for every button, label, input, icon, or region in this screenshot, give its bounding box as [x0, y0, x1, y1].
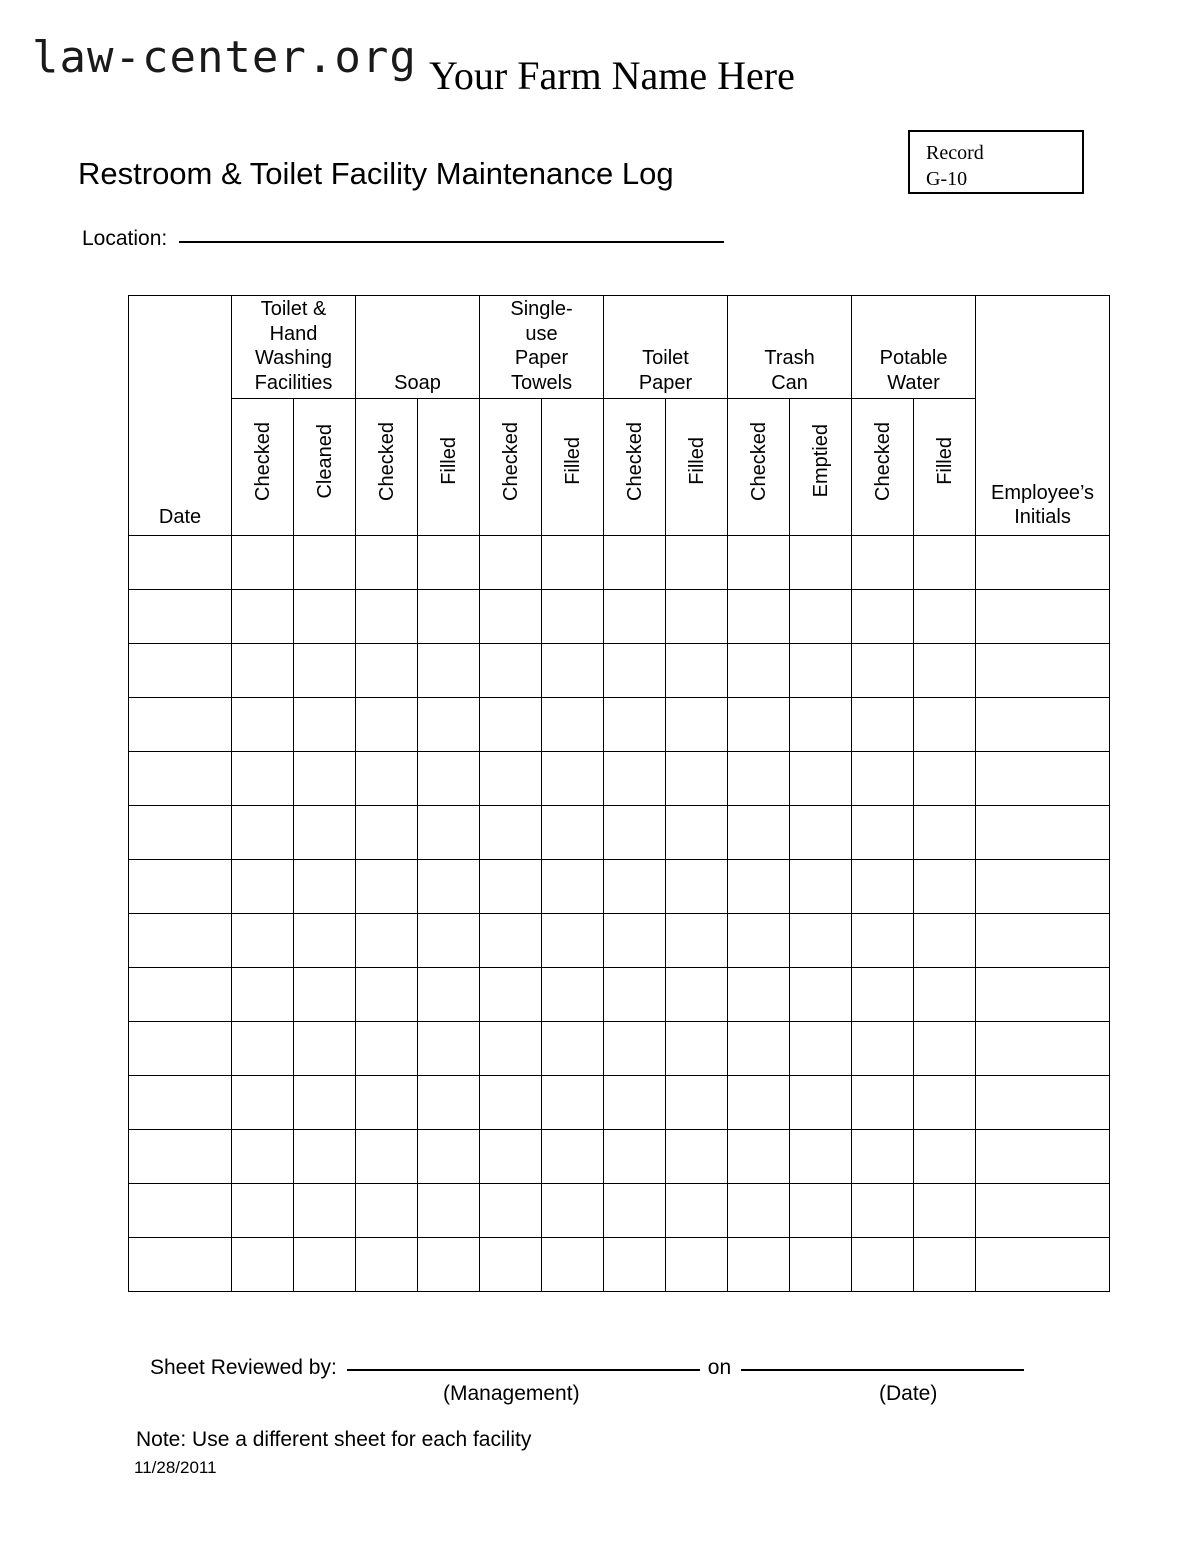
rotated-label: Filled: [561, 437, 584, 485]
cell-check[interactable]: [542, 968, 604, 1022]
sub-column-header: [232, 399, 294, 536]
rotated-label: Checked: [871, 421, 894, 501]
group-label-line: Toilet: [642, 347, 689, 370]
cell-date[interactable]: [129, 1022, 232, 1076]
location-field: [82, 227, 724, 251]
review-date-rule[interactable]: [741, 1368, 1024, 1371]
cell-check[interactable]: [418, 1022, 480, 1076]
cell-check[interactable]: [232, 1076, 294, 1130]
cell-initials[interactable]: [976, 1130, 1110, 1184]
cell-check[interactable]: [294, 860, 356, 914]
cell-check[interactable]: [914, 752, 976, 806]
cell-check[interactable]: [666, 914, 728, 968]
cell-check[interactable]: [728, 644, 790, 698]
maintenance-log-table: [128, 295, 1110, 1292]
group-label-line: Soap: [394, 371, 441, 394]
cell-check[interactable]: [418, 644, 480, 698]
cell-check[interactable]: [914, 1130, 976, 1184]
cell-check[interactable]: [914, 1184, 976, 1238]
cell-initials[interactable]: [976, 806, 1110, 860]
cell-check[interactable]: [604, 536, 666, 590]
footer-note: Note: Use a different sheet for each facility: [136, 1428, 532, 1451]
group-label-line: Facilities: [254, 371, 333, 394]
cell-date[interactable]: [129, 860, 232, 914]
sub-column-header: [356, 399, 418, 536]
cell-check[interactable]: [852, 860, 914, 914]
rotated-label: Filled: [933, 437, 956, 485]
table-head: [129, 296, 1110, 536]
cell-check[interactable]: [294, 752, 356, 806]
table-row: [129, 1130, 1110, 1184]
cell-date[interactable]: [129, 1076, 232, 1130]
cell-check[interactable]: [852, 1076, 914, 1130]
cell-check[interactable]: [418, 1238, 480, 1292]
cell-check[interactable]: [604, 1184, 666, 1238]
cell-check[interactable]: [604, 860, 666, 914]
cell-check[interactable]: [790, 644, 852, 698]
cell-check[interactable]: [356, 536, 418, 590]
cell-check[interactable]: [542, 752, 604, 806]
cell-check[interactable]: [666, 644, 728, 698]
cell-date[interactable]: [129, 698, 232, 752]
rotated-label: Cleaned: [313, 423, 336, 499]
cell-initials[interactable]: [976, 698, 1110, 752]
cell-check[interactable]: [852, 1022, 914, 1076]
sub-column-header: [914, 399, 976, 536]
cell-check[interactable]: [790, 536, 852, 590]
cell-check[interactable]: [604, 1238, 666, 1292]
revision-date: 11/28/2011: [134, 1458, 217, 1477]
group-header-toilet-hand-washing: [232, 296, 356, 399]
cell-check[interactable]: [542, 1130, 604, 1184]
table-row: [129, 968, 1110, 1022]
sub-column-header: [294, 399, 356, 536]
cell-check[interactable]: [852, 914, 914, 968]
cell-check[interactable]: [480, 914, 542, 968]
cell-check[interactable]: [294, 1184, 356, 1238]
cell-check[interactable]: [604, 644, 666, 698]
site-watermark: law-center.org: [32, 32, 417, 83]
cell-check[interactable]: [294, 914, 356, 968]
sub-header-row: [129, 399, 1110, 536]
cell-check[interactable]: [356, 698, 418, 752]
cell-check[interactable]: [666, 698, 728, 752]
group-label-line: Hand: [269, 322, 318, 345]
cell-check[interactable]: [914, 806, 976, 860]
cell-check[interactable]: [356, 914, 418, 968]
table-row: [129, 698, 1110, 752]
management-signature-rule[interactable]: [347, 1368, 700, 1371]
sub-column-header: [728, 399, 790, 536]
cell-check[interactable]: [356, 1238, 418, 1292]
cell-check[interactable]: [790, 1022, 852, 1076]
date-caption: (Date): [879, 1382, 938, 1405]
cell-check[interactable]: [790, 1076, 852, 1130]
cell-check[interactable]: [356, 968, 418, 1022]
table-row: [129, 1184, 1110, 1238]
sub-column-header: [480, 399, 542, 536]
cell-date[interactable]: [129, 644, 232, 698]
cell-date[interactable]: [129, 1130, 232, 1184]
management-caption: (Management): [443, 1382, 580, 1405]
table-row: [129, 860, 1110, 914]
sub-column-header: [852, 399, 914, 536]
initials-label-line: Initials: [1014, 506, 1071, 528]
cell-check[interactable]: [666, 1238, 728, 1292]
group-label-line: Paper: [638, 371, 693, 394]
cell-check[interactable]: [356, 806, 418, 860]
sub-column-header: [666, 399, 728, 536]
cell-check[interactable]: [666, 860, 728, 914]
cell-check[interactable]: [790, 1184, 852, 1238]
cell-check[interactable]: [356, 590, 418, 644]
cell-check[interactable]: [480, 590, 542, 644]
table-row: [129, 536, 1110, 590]
record-label: Record: [926, 142, 984, 164]
table-row: [129, 590, 1110, 644]
cell-initials[interactable]: [976, 752, 1110, 806]
column-header-date: Date: [129, 296, 232, 536]
cell-check[interactable]: [294, 1130, 356, 1184]
cell-date[interactable]: [129, 914, 232, 968]
cell-check[interactable]: [790, 806, 852, 860]
column-header-employee-initials: [976, 296, 1110, 536]
cell-check[interactable]: [480, 536, 542, 590]
cell-check[interactable]: [294, 644, 356, 698]
cell-check[interactable]: [294, 1022, 356, 1076]
group-label-line: use: [525, 322, 558, 345]
cell-check[interactable]: [914, 1022, 976, 1076]
cell-check[interactable]: [728, 914, 790, 968]
page-title: Restroom & Toilet Facility Maintenance Log: [78, 156, 674, 191]
cell-check[interactable]: [480, 1184, 542, 1238]
sub-column-header: [604, 399, 666, 536]
cell-check[interactable]: [666, 590, 728, 644]
cell-check[interactable]: [914, 536, 976, 590]
cell-check[interactable]: [604, 590, 666, 644]
cell-check[interactable]: [790, 968, 852, 1022]
cell-initials[interactable]: [976, 914, 1110, 968]
cell-check[interactable]: [356, 1076, 418, 1130]
cell-check[interactable]: [542, 644, 604, 698]
group-label-line: Towels: [510, 371, 573, 394]
cell-check[interactable]: [480, 860, 542, 914]
sheet-reviewed-row: [150, 1356, 1024, 1380]
cell-check[interactable]: [542, 590, 604, 644]
cell-date[interactable]: [129, 752, 232, 806]
cell-check[interactable]: [852, 1184, 914, 1238]
cell-check[interactable]: [728, 968, 790, 1022]
group-label-line: Potable: [879, 347, 948, 370]
cell-check[interactable]: [604, 752, 666, 806]
cell-check[interactable]: [418, 1184, 480, 1238]
cell-check[interactable]: [666, 1184, 728, 1238]
cell-check[interactable]: [418, 590, 480, 644]
cell-check[interactable]: [790, 590, 852, 644]
cell-initials[interactable]: [976, 1184, 1110, 1238]
cell-check[interactable]: [356, 1184, 418, 1238]
cell-check[interactable]: [418, 1130, 480, 1184]
on-label: on: [707, 1356, 732, 1379]
cell-check[interactable]: [232, 752, 294, 806]
cell-date[interactable]: [129, 806, 232, 860]
table-row: [129, 914, 1110, 968]
cell-initials[interactable]: [976, 644, 1110, 698]
table-row: [129, 752, 1110, 806]
cell-check[interactable]: [914, 698, 976, 752]
farm-name-heading: Your Farm Name Here: [429, 53, 795, 98]
cell-check[interactable]: [604, 698, 666, 752]
cell-check[interactable]: [232, 1130, 294, 1184]
cell-check[interactable]: [914, 1076, 976, 1130]
cell-check[interactable]: [232, 968, 294, 1022]
group-label-line: Toilet &: [260, 298, 327, 321]
cell-check[interactable]: [852, 536, 914, 590]
cell-check[interactable]: [666, 1130, 728, 1184]
record-number-box: [908, 130, 1084, 194]
cell-check[interactable]: [356, 644, 418, 698]
cell-date[interactable]: [129, 968, 232, 1022]
cell-check[interactable]: [728, 536, 790, 590]
rotated-label: Emptied: [809, 424, 832, 498]
cell-check[interactable]: [356, 1022, 418, 1076]
cell-check[interactable]: [790, 752, 852, 806]
cell-check[interactable]: [294, 806, 356, 860]
cell-check[interactable]: [232, 1022, 294, 1076]
cell-check[interactable]: [914, 968, 976, 1022]
cell-check[interactable]: [356, 860, 418, 914]
cell-check[interactable]: [914, 644, 976, 698]
cell-check[interactable]: [294, 536, 356, 590]
group-header-trash-can: [728, 296, 852, 399]
cell-initials[interactable]: [976, 1238, 1110, 1292]
group-label-line: Water: [887, 371, 940, 394]
cell-check[interactable]: [604, 1130, 666, 1184]
rotated-label: Filled: [437, 437, 460, 485]
cell-check[interactable]: [294, 1076, 356, 1130]
cell-check[interactable]: [356, 752, 418, 806]
cell-check[interactable]: [914, 860, 976, 914]
cell-check[interactable]: [418, 860, 480, 914]
cell-check[interactable]: [604, 806, 666, 860]
cell-check[interactable]: [728, 590, 790, 644]
rotated-label: Filled: [685, 437, 708, 485]
group-header-potable-water: [852, 296, 976, 399]
cell-check[interactable]: [728, 806, 790, 860]
cell-check[interactable]: [232, 860, 294, 914]
cell-check[interactable]: [418, 698, 480, 752]
group-header-row: [129, 296, 1110, 399]
cell-check[interactable]: [604, 914, 666, 968]
cell-check[interactable]: [480, 1022, 542, 1076]
cell-check[interactable]: [232, 1184, 294, 1238]
cell-check[interactable]: [790, 1238, 852, 1292]
location-input-rule[interactable]: [179, 240, 724, 243]
cell-initials[interactable]: [976, 1022, 1110, 1076]
rotated-label: Checked: [499, 421, 522, 501]
table-row: [129, 644, 1110, 698]
cell-check[interactable]: [852, 698, 914, 752]
cell-check[interactable]: [852, 1130, 914, 1184]
cell-check[interactable]: [914, 1238, 976, 1292]
cell-check[interactable]: [294, 590, 356, 644]
cell-check[interactable]: [790, 1130, 852, 1184]
cell-check[interactable]: [728, 1130, 790, 1184]
group-label-line: Single-: [510, 298, 573, 321]
cell-check[interactable]: [914, 590, 976, 644]
cell-check[interactable]: [418, 536, 480, 590]
cell-check[interactable]: [232, 644, 294, 698]
cell-initials[interactable]: [976, 1076, 1110, 1130]
cell-check[interactable]: [294, 1238, 356, 1292]
table-body: [129, 536, 1110, 1292]
cell-check[interactable]: [232, 806, 294, 860]
record-code: G-10: [926, 168, 968, 190]
cell-check[interactable]: [542, 1238, 604, 1292]
group-label-line: Trash: [764, 347, 815, 370]
sub-column-header: [418, 399, 480, 536]
cell-check[interactable]: [666, 806, 728, 860]
cell-check[interactable]: [852, 644, 914, 698]
rotated-label: Checked: [375, 421, 398, 501]
cell-check[interactable]: [418, 968, 480, 1022]
cell-check[interactable]: [542, 806, 604, 860]
cell-initials[interactable]: [976, 860, 1110, 914]
cell-check[interactable]: [666, 536, 728, 590]
cell-check[interactable]: [604, 1076, 666, 1130]
cell-check[interactable]: [480, 1238, 542, 1292]
cell-check[interactable]: [542, 914, 604, 968]
cell-check[interactable]: [666, 1076, 728, 1130]
cell-check[interactable]: [728, 1076, 790, 1130]
cell-check[interactable]: [542, 1022, 604, 1076]
cell-check[interactable]: [480, 806, 542, 860]
cell-check[interactable]: [418, 1076, 480, 1130]
cell-check[interactable]: [790, 698, 852, 752]
cell-check[interactable]: [728, 1022, 790, 1076]
cell-date[interactable]: [129, 1238, 232, 1292]
cell-date[interactable]: [129, 536, 232, 590]
cell-check[interactable]: [728, 1238, 790, 1292]
cell-check[interactable]: [852, 968, 914, 1022]
group-header-soap: [356, 296, 480, 399]
cell-check[interactable]: [480, 968, 542, 1022]
cell-check[interactable]: [728, 698, 790, 752]
cell-check[interactable]: [542, 698, 604, 752]
reviewed-by-label: Sheet Reviewed by:: [150, 1356, 337, 1379]
table-row: [129, 806, 1110, 860]
table-row: [129, 1076, 1110, 1130]
rotated-label: Checked: [747, 421, 770, 501]
cell-check[interactable]: [542, 1076, 604, 1130]
cell-check[interactable]: [542, 536, 604, 590]
cell-check[interactable]: [852, 1238, 914, 1292]
cell-check[interactable]: [790, 914, 852, 968]
cell-check[interactable]: [232, 914, 294, 968]
cell-check[interactable]: [418, 914, 480, 968]
cell-check[interactable]: [542, 1184, 604, 1238]
rotated-label: Checked: [623, 421, 646, 501]
cell-check[interactable]: [480, 698, 542, 752]
cell-check[interactable]: [294, 968, 356, 1022]
cell-check[interactable]: [542, 860, 604, 914]
sub-column-header: [790, 399, 852, 536]
cell-date[interactable]: [129, 1184, 232, 1238]
cell-check[interactable]: [790, 860, 852, 914]
sub-column-header: [542, 399, 604, 536]
cell-initials[interactable]: [976, 590, 1110, 644]
group-label-line: Can: [771, 371, 808, 394]
cell-date[interactable]: [129, 590, 232, 644]
group-header-toilet-paper: [604, 296, 728, 399]
group-label-line: Washing: [254, 347, 333, 370]
cell-initials[interactable]: [976, 536, 1110, 590]
cell-check[interactable]: [480, 644, 542, 698]
cell-check[interactable]: [604, 1022, 666, 1076]
cell-check[interactable]: [418, 752, 480, 806]
cell-check[interactable]: [914, 914, 976, 968]
cell-check[interactable]: [728, 752, 790, 806]
cell-check[interactable]: [728, 860, 790, 914]
cell-check[interactable]: [604, 968, 666, 1022]
cell-check[interactable]: [666, 752, 728, 806]
cell-check[interactable]: [232, 698, 294, 752]
location-label: Location:: [82, 227, 168, 250]
cell-check[interactable]: [356, 1130, 418, 1184]
cell-check[interactable]: [480, 1130, 542, 1184]
cell-check[interactable]: [294, 698, 356, 752]
cell-initials[interactable]: [976, 968, 1110, 1022]
table-row: [129, 1022, 1110, 1076]
cell-check[interactable]: [666, 1022, 728, 1076]
cell-check[interactable]: [480, 752, 542, 806]
rotated-label: Checked: [251, 421, 274, 501]
initials-label-line: Employee’s: [991, 482, 1095, 504]
cell-check[interactable]: [232, 590, 294, 644]
group-header-single-use-paper-towels: [480, 296, 604, 399]
cell-check[interactable]: [852, 752, 914, 806]
cell-check[interactable]: [232, 536, 294, 590]
cell-check[interactable]: [418, 806, 480, 860]
cell-check[interactable]: [232, 1238, 294, 1292]
cell-check[interactable]: [728, 1184, 790, 1238]
cell-check[interactable]: [480, 1076, 542, 1130]
table-row: [129, 1238, 1110, 1292]
cell-check[interactable]: [852, 806, 914, 860]
cell-check[interactable]: [666, 968, 728, 1022]
group-label-line: Paper: [514, 347, 569, 370]
cell-check[interactable]: [852, 590, 914, 644]
